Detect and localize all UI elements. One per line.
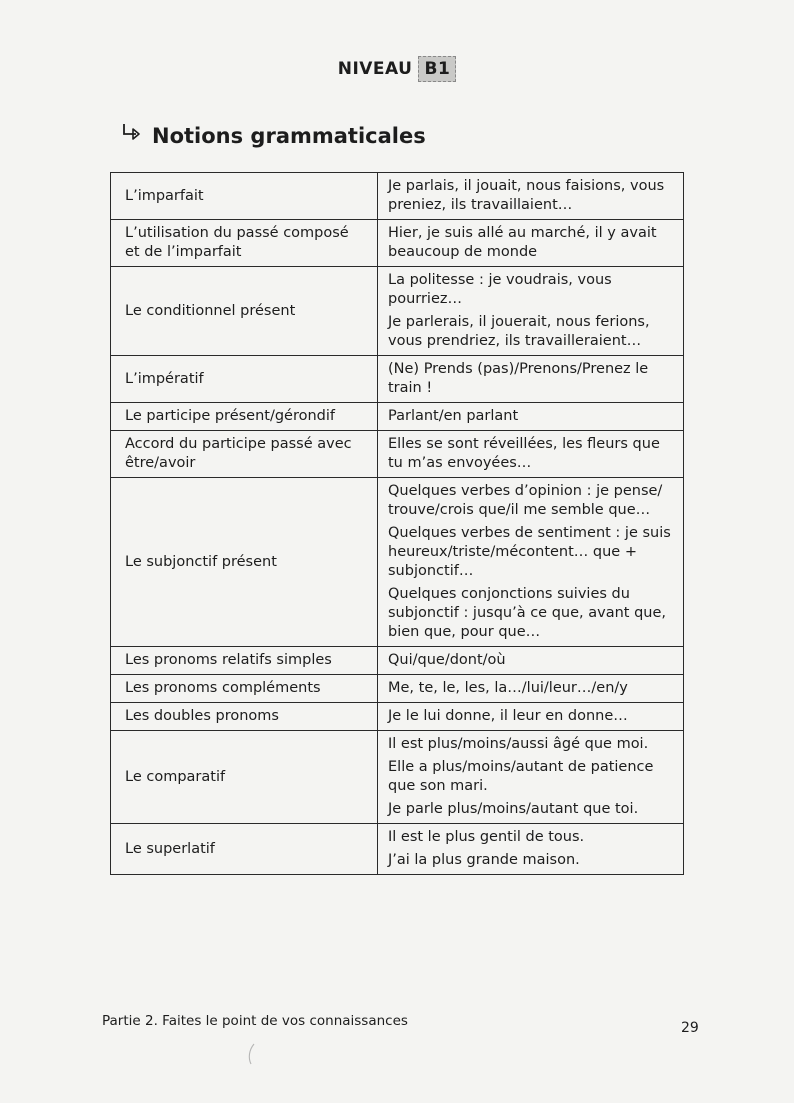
- example-text: Qui/que/dont/où: [388, 652, 506, 668]
- table-row: [111, 647, 684, 675]
- notion-label: L’utilisation du passé composé et de l’imparfait: [111, 220, 378, 267]
- example-text: Je le lui donne, il leur en donne…: [388, 708, 628, 724]
- notion-examples: [378, 703, 684, 731]
- table-row: [111, 267, 684, 356]
- notion-label: L’impératif: [111, 356, 378, 403]
- table-row: [111, 403, 684, 431]
- notion-label: Les doubles pronoms: [111, 703, 378, 731]
- notion-examples: [378, 824, 684, 875]
- notion-examples: [378, 675, 684, 703]
- notion-examples: [378, 220, 684, 267]
- example-text: Quelques verbes d’opinion : je pense/ trouve/crois que/il me semble que…: [388, 483, 663, 518]
- table-row: [111, 220, 684, 267]
- table-row: [111, 675, 684, 703]
- table-row: [111, 173, 684, 220]
- table-row: [111, 703, 684, 731]
- pen-mark: [245, 1042, 259, 1066]
- notion-label: Les pronoms compléments: [111, 675, 378, 703]
- example-text: Elles se sont réveillées, les fleurs que tu m’as envoyées…: [388, 436, 660, 471]
- notion-label: L’imparfait: [111, 173, 378, 220]
- notion-examples: [378, 478, 684, 647]
- notion-label: Le conditionnel présent: [111, 267, 378, 356]
- notion-label: Le superlatif: [111, 824, 378, 875]
- notion-examples: [378, 267, 684, 356]
- notion-examples: [378, 431, 684, 478]
- footer-text: Partie 2. Faites le point de vos connaissances: [102, 1013, 408, 1029]
- grammar-table: [110, 172, 684, 875]
- notion-examples: [378, 356, 684, 403]
- notion-examples: [378, 403, 684, 431]
- example-text: Hier, je suis allé au marché, il y avait beaucoup de monde: [388, 225, 657, 260]
- table-row: [111, 478, 684, 647]
- level-header: [0, 56, 794, 82]
- example-text: Elle a plus/moins/autant de patience que son mari.: [388, 759, 654, 794]
- example-text: (Ne) Prends (pas)/Prenons/Prenez le train !: [388, 361, 649, 396]
- notion-label: Le participe présent/gérondif: [111, 403, 378, 431]
- notion-label: Accord du participe passé avec être/avoir: [111, 431, 378, 478]
- notion-examples: [378, 173, 684, 220]
- page-number: 29: [681, 1020, 699, 1036]
- example-text: La politesse : je voudrais, vous pourriez…: [388, 272, 612, 307]
- notion-examples: [378, 731, 684, 824]
- notion-label: Les pronoms relatifs simples: [111, 647, 378, 675]
- example-text: Quelques verbes de sentiment : je suis heureux/triste/mécontent… que + subjonctif…: [388, 525, 671, 579]
- section-title: Notions grammaticales: [152, 123, 426, 148]
- table-row: [111, 356, 684, 403]
- example-text: Je parlais, il jouait, nous faisions, vous preniez, ils travaillaient…: [388, 178, 665, 213]
- notion-label: Le subjonctif présent: [111, 478, 378, 647]
- example-text: Je parle plus/moins/autant que toi.: [388, 801, 639, 817]
- arrow-hook-icon: [120, 122, 152, 149]
- example-text: Quelques conjonctions suivies du subjonctif : jusqu’à ce que, avant que, bien que, pour que…: [388, 586, 666, 640]
- level-badge: B1: [418, 56, 456, 82]
- example-text: Je parlerais, il jouerait, nous ferions, vous prendriez, ils travailleraient…: [388, 314, 650, 349]
- example-text: Il est le plus gentil de tous.: [388, 829, 585, 845]
- notion-examples: [378, 647, 684, 675]
- example-text: Me, te, le, les, la…/lui/leur…/en/y: [388, 680, 628, 696]
- example-text: Il est plus/moins/aussi âgé que moi.: [388, 736, 649, 752]
- example-text: J’ai la plus grande maison.: [388, 852, 580, 868]
- level-prefix: NIVEAU: [337, 59, 413, 79]
- table-row: [111, 824, 684, 875]
- notion-label: Le comparatif: [111, 731, 378, 824]
- section-heading: [120, 122, 426, 149]
- example-text: Parlant/en parlant: [388, 408, 519, 424]
- table-row: [111, 731, 684, 824]
- table-row: [111, 431, 684, 478]
